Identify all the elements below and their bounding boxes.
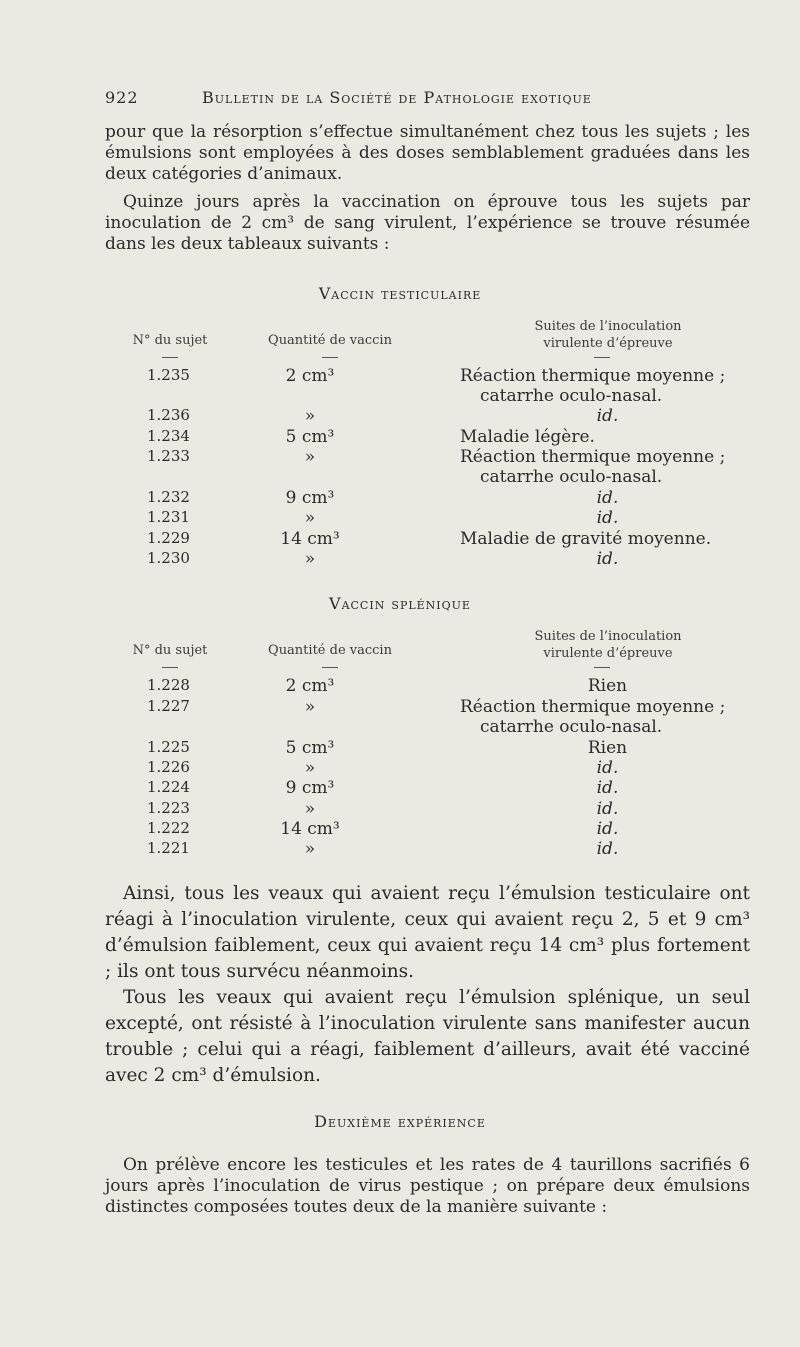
vaccine-quantity: » <box>304 447 316 467</box>
vaccine-quantity: 2 cm³ <box>285 366 335 386</box>
inoculation-result <box>460 738 755 758</box>
col-result-header-line2: virulente d’épreuve <box>543 336 673 351</box>
vaccine-quantity: 5 cm³ <box>285 427 335 447</box>
paragraph-2: Quinze jours après la vaccination on éprouve tous les sujets par inoculation de 2 cm³ de sang virulent, l’expérience se trouve résumée dans les deux tableaux suivants : <box>105 192 750 254</box>
subject-number: 1.228 <box>147 676 190 694</box>
col-subject-header: N° du sujet <box>132 333 208 348</box>
col-quantity-header: Quantité de vaccin <box>268 333 392 348</box>
inoculation-result <box>460 529 755 549</box>
inoculation-result <box>460 508 755 528</box>
subject-number: 1.222 <box>147 819 190 837</box>
inoculation-result <box>460 447 755 487</box>
subject-number: 1.224 <box>147 778 190 796</box>
vaccine-quantity: 14 cm³ <box>280 819 340 839</box>
paragraph-5: On prélève encore les testicules et les rates de 4 taurillons sacrifiés 6 jours après l’inoculation de virus pestique ; on prépare deux émulsions distinctes composées toutes deux de la manière suivante : <box>105 1155 750 1217</box>
subject-number: 1.230 <box>147 549 190 567</box>
vaccine-quantity: 2 cm³ <box>285 676 335 696</box>
vaccine-quantity: » <box>304 508 316 528</box>
col-subject-header: N° du sujet <box>132 643 208 658</box>
col-quantity-header: Quantité de vaccin <box>268 643 392 658</box>
result-line: Maladie de gravité moyenne. <box>460 529 712 549</box>
divider <box>162 357 178 358</box>
vaccine-quantity: » <box>304 799 316 819</box>
divider <box>162 667 178 668</box>
vaccine-quantity: » <box>304 758 316 778</box>
inoculation-result <box>460 549 755 569</box>
inoculation-result <box>460 427 755 447</box>
col-result-header <box>488 318 728 352</box>
col-result-header-line2: virulente d’épreuve <box>543 646 673 661</box>
journal-title: Bulletin de la Société de Pathologie exotique <box>202 88 592 107</box>
result-line: Réaction thermique moyenne ; <box>460 447 726 467</box>
divider <box>322 667 338 668</box>
result-line: Réaction thermique moyenne ; <box>460 366 726 386</box>
inoculation-result <box>460 488 755 508</box>
result-line: Réaction thermique moyenne ; <box>460 697 726 717</box>
subject-number: 1.234 <box>147 427 190 445</box>
subject-number: 1.233 <box>147 447 190 465</box>
table1-title: Vaccin testiculaire <box>318 284 482 303</box>
inoculation-result <box>460 366 755 406</box>
inoculation-result <box>460 778 755 798</box>
subject-number: 1.236 <box>147 406 190 424</box>
col-result-header <box>488 628 728 662</box>
subject-number: 1.231 <box>147 508 190 526</box>
divider <box>594 357 610 358</box>
paragraph-3: Ainsi, tous les veaux qui avaient reçu l’émulsion testiculaire ont réagi à l’inoculation virulente, ceux qui avaient reçu 2, 5 et 9 cm³ d’émulsion faiblement, ceux qui avaient reçu 14 cm³ plus fortement ; ils ont tous survécu néanmoins. <box>105 883 750 982</box>
result-line: id. <box>596 799 619 819</box>
vaccine-quantity: » <box>304 549 316 569</box>
vaccine-quantity: 9 cm³ <box>285 488 335 508</box>
subject-number: 1.223 <box>147 799 190 817</box>
subject-number: 1.226 <box>147 758 190 776</box>
result-line: Rien <box>587 676 628 696</box>
result-line-continuation: catarrhe oculo-nasal. <box>480 386 663 406</box>
vaccine-quantity: 5 cm³ <box>285 738 335 758</box>
inoculation-result <box>460 758 755 778</box>
subject-number: 1.227 <box>147 697 190 715</box>
inoculation-result <box>460 799 755 819</box>
result-line: id. <box>596 839 619 859</box>
section-title-deuxieme-experience: Deuxième expérience <box>314 1112 486 1131</box>
result-line: id. <box>596 819 619 839</box>
inoculation-result <box>460 676 755 696</box>
divider <box>322 357 338 358</box>
paragraph-1: pour que la résorption s’effectue simultanément chez tous les sujets ; les émulsions sont employées à des doses semblablement graduées dans les deux catégories d’animaux. <box>105 122 750 184</box>
col-result-header-line1: Suites de l’inoculation <box>534 319 682 334</box>
result-line: id. <box>596 406 619 426</box>
result-line: id. <box>596 758 619 778</box>
vaccine-quantity: 9 cm³ <box>285 778 335 798</box>
divider <box>594 667 610 668</box>
col-result-header-line1: Suites de l’inoculation <box>534 629 682 644</box>
vaccine-quantity: » <box>304 839 316 859</box>
inoculation-result <box>460 697 755 737</box>
result-line: id. <box>596 778 619 798</box>
inoculation-result <box>460 819 755 839</box>
subject-number: 1.229 <box>147 529 190 547</box>
result-line-continuation: catarrhe oculo-nasal. <box>480 467 663 487</box>
result-line: Maladie légère. <box>460 427 595 447</box>
paragraph-4: Tous les veaux qui avaient reçu l’émulsion splénique, un seul excepté, ont résisté à l’inoculation virulente sans manifester aucun trouble ; celui qui a réagi, faiblement d’ailleurs, avait été vacciné avec 2 cm³ d’émulsion. <box>105 987 750 1086</box>
page-number: 922 <box>105 88 139 107</box>
result-line: id. <box>596 488 619 508</box>
result-line: id. <box>596 549 619 569</box>
inoculation-result <box>460 839 755 859</box>
result-line: Rien <box>587 738 628 758</box>
subject-number: 1.225 <box>147 738 190 756</box>
subject-number: 1.235 <box>147 366 190 384</box>
inoculation-result <box>460 406 755 426</box>
table2-title: Vaccin splénique <box>329 594 471 613</box>
vaccine-quantity: » <box>304 697 316 717</box>
vaccine-quantity: » <box>304 406 316 426</box>
result-line: id. <box>596 508 619 528</box>
subject-number: 1.232 <box>147 488 190 506</box>
subject-number: 1.221 <box>147 839 190 857</box>
vaccine-quantity: 14 cm³ <box>280 529 340 549</box>
result-line-continuation: catarrhe oculo-nasal. <box>480 717 663 737</box>
